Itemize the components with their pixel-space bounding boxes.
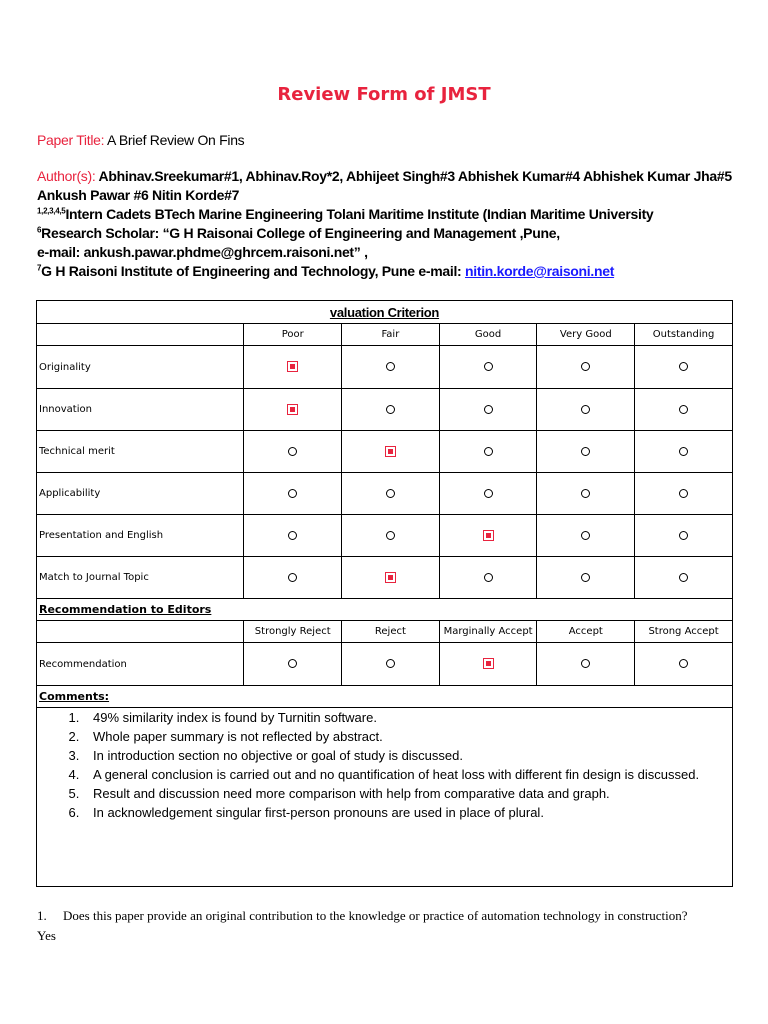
radio-option-icon[interactable] (288, 659, 297, 668)
column-header: Good (439, 324, 537, 346)
evaluation-heading: valuation Criterion (37, 301, 733, 324)
radio-option-icon[interactable] (581, 659, 590, 668)
evaluation-option-cell (342, 389, 440, 431)
radio-option-icon[interactable] (288, 489, 297, 498)
affiliation-2-email: e-mail: ankush.pawar.phdme@ghrcem.raisoni.net” , (37, 244, 368, 260)
affiliation-2 (37, 225, 560, 241)
evaluation-option-cell (537, 557, 635, 599)
radio-option-icon[interactable] (679, 447, 688, 456)
column-header: Very Good (537, 324, 635, 346)
evaluation-option-cell (635, 389, 733, 431)
radio-option-icon[interactable] (484, 447, 493, 456)
authors-label: Author(s): (37, 168, 96, 184)
radio-option-icon[interactable] (484, 573, 493, 582)
radio-option-icon[interactable] (386, 362, 395, 371)
evaluation-option-cell (342, 515, 440, 557)
question-1 (37, 906, 737, 946)
evaluation-option-cell (635, 346, 733, 389)
evaluation-option-cell (537, 389, 635, 431)
affiliation-1-text: Intern Cadets BTech Marine Engineering Tolani Maritime Institute (Indian Maritime University (65, 206, 654, 222)
evaluation-option-cell (439, 557, 537, 599)
affiliation-2-text: Research Scholar: “G H Raisonai College of Engineering and Management ,Pune, (41, 225, 560, 241)
evaluation-option-cell (342, 431, 440, 473)
evaluation-option-cell (439, 431, 537, 473)
authors-line-1 (37, 168, 732, 184)
radio-option-icon[interactable] (679, 659, 688, 668)
criterion-label: Applicability (37, 473, 244, 515)
comment-item: 2. Whole paper summary is not reflected by abstract. (83, 727, 732, 746)
paper-title-label: Paper Title: (37, 132, 105, 148)
evaluation-option-cell (537, 431, 635, 473)
checked-option-icon[interactable] (287, 404, 298, 415)
evaluation-option-cell (537, 473, 635, 515)
radio-option-icon[interactable] (386, 405, 395, 414)
radio-option-icon[interactable] (386, 659, 395, 668)
evaluation-option-cell (244, 431, 342, 473)
comment-item: 5. Result and discussion need more comparison with help from comparative data and graph. (83, 784, 732, 803)
recommendation-option-cell (244, 643, 342, 686)
radio-option-icon[interactable] (386, 489, 395, 498)
column-header: Fair (342, 324, 440, 346)
recommendation-option-cell (635, 643, 733, 686)
affiliation-3-text: G H Raisoni Institute of Engineering and Technology, Pune e-mail: (41, 263, 465, 279)
radio-option-icon[interactable] (679, 489, 688, 498)
affiliation-1-marker: 1,2,3,4,5 (37, 206, 66, 216)
criterion-row (37, 346, 733, 389)
criterion-header-blank (37, 324, 244, 346)
radio-option-icon[interactable] (288, 531, 297, 540)
radio-option-icon[interactable] (288, 447, 297, 456)
radio-option-icon[interactable] (484, 362, 493, 371)
comment-item: 3. In introduction section no objective or goal of study is discussed. (83, 746, 732, 765)
criterion-label: Match to Journal Topic (37, 557, 244, 599)
criterion-label: Originality (37, 346, 244, 389)
radio-option-icon[interactable] (484, 405, 493, 414)
evaluation-option-cell (342, 557, 440, 599)
evaluation-option-cell (342, 473, 440, 515)
affiliation-3-marker: 7 (37, 263, 42, 273)
comment-item: 1. 49% similarity index is found by Turnitin software. (83, 708, 732, 727)
review-form-table (36, 300, 733, 887)
checked-option-icon[interactable] (483, 658, 494, 669)
checked-option-icon[interactable] (385, 572, 396, 583)
evaluation-option-cell (244, 557, 342, 599)
affiliation-1 (37, 206, 653, 222)
criterion-label: Technical merit (37, 431, 244, 473)
question-answer: Yes (37, 928, 56, 943)
evaluation-option-cell (635, 431, 733, 473)
evaluation-option-cell (537, 346, 635, 389)
column-header: Strong Accept (635, 621, 733, 643)
authors-line-2: Ankush Pawar #6 Nitin Korde#7 (37, 187, 240, 203)
evaluation-option-cell (342, 346, 440, 389)
radio-option-icon[interactable] (679, 573, 688, 582)
comment-item: 4. A general conclusion is carried out and no quantification of heat loss with different fin design is discussed. (83, 765, 732, 784)
radio-option-icon[interactable] (581, 489, 590, 498)
recommendation-option-cell (439, 643, 537, 686)
criterion-row (37, 431, 733, 473)
criterion-row (37, 389, 733, 431)
radio-option-icon[interactable] (581, 447, 590, 456)
comments-box (37, 708, 733, 887)
affiliation-3 (37, 263, 614, 279)
evaluation-option-cell (439, 515, 537, 557)
radio-option-icon[interactable] (581, 573, 590, 582)
evaluation-option-cell (439, 389, 537, 431)
radio-option-icon[interactable] (679, 405, 688, 414)
evaluation-option-cell (244, 515, 342, 557)
affiliation-2-marker: 6 (37, 225, 42, 235)
column-header: Outstanding (635, 324, 733, 346)
authors-list-1: Abhinav.Sreekumar#1, Abhinav.Roy*2, Abhijeet Singh#3 Abhishek Kumar#4 Abhishek Kumar Jha#5 (95, 168, 732, 184)
radio-option-icon[interactable] (288, 573, 297, 582)
criterion-row (37, 515, 733, 557)
column-header: Reject (342, 621, 440, 643)
evaluation-option-cell (635, 557, 733, 599)
evaluation-option-cell (244, 346, 342, 389)
comment-item: 6. In acknowledgement singular first-person pronouns are used in place of plural. (83, 803, 732, 822)
paper-title-value: A Brief Review On Fins (104, 132, 245, 148)
radio-option-icon[interactable] (386, 531, 395, 540)
column-header: Accept (537, 621, 635, 643)
radio-option-icon[interactable] (679, 362, 688, 371)
evaluation-option-cell (537, 515, 635, 557)
recommendation-header-blank (37, 621, 244, 643)
evaluation-option-cell (244, 389, 342, 431)
recommendation-option-cell (537, 643, 635, 686)
criterion-row (37, 473, 733, 515)
checked-option-icon[interactable] (287, 361, 298, 372)
criterion-label: Innovation (37, 389, 244, 431)
radio-option-icon[interactable] (581, 405, 590, 414)
recommendation-heading: Recommendation to Editors (37, 599, 733, 621)
column-header: Strongly Reject (244, 621, 342, 643)
evaluation-option-cell (635, 515, 733, 557)
email-link[interactable]: nitin.korde@raisoni.net (464, 263, 615, 279)
criterion-label: Presentation and English (37, 515, 244, 557)
comments-list (37, 708, 732, 822)
evaluation-option-cell (244, 473, 342, 515)
paper-title-line (37, 132, 244, 148)
evaluation-option-cell (439, 346, 537, 389)
comments-heading: Comments: (37, 686, 733, 708)
recommendation-option-cell (342, 643, 440, 686)
radio-option-icon[interactable] (679, 531, 688, 540)
form-title: Review Form of JMST (277, 84, 491, 105)
recommendation-label: Recommendation (37, 643, 244, 686)
radio-option-icon[interactable] (484, 489, 493, 498)
criterion-row (37, 557, 733, 599)
question-number: 1. (37, 908, 47, 923)
radio-option-icon[interactable] (581, 531, 590, 540)
question-text: Does this paper provide an original contribution to the knowledge or practice of automation technology in construction? (63, 908, 688, 923)
column-header: Marginally Accept (439, 621, 537, 643)
evaluation-option-cell (635, 473, 733, 515)
evaluation-option-cell (439, 473, 537, 515)
checked-option-icon[interactable] (385, 446, 396, 457)
radio-option-icon[interactable] (581, 362, 590, 371)
column-header: Poor (244, 324, 342, 346)
recommendation-row (37, 643, 733, 686)
checked-option-icon[interactable] (483, 530, 494, 541)
